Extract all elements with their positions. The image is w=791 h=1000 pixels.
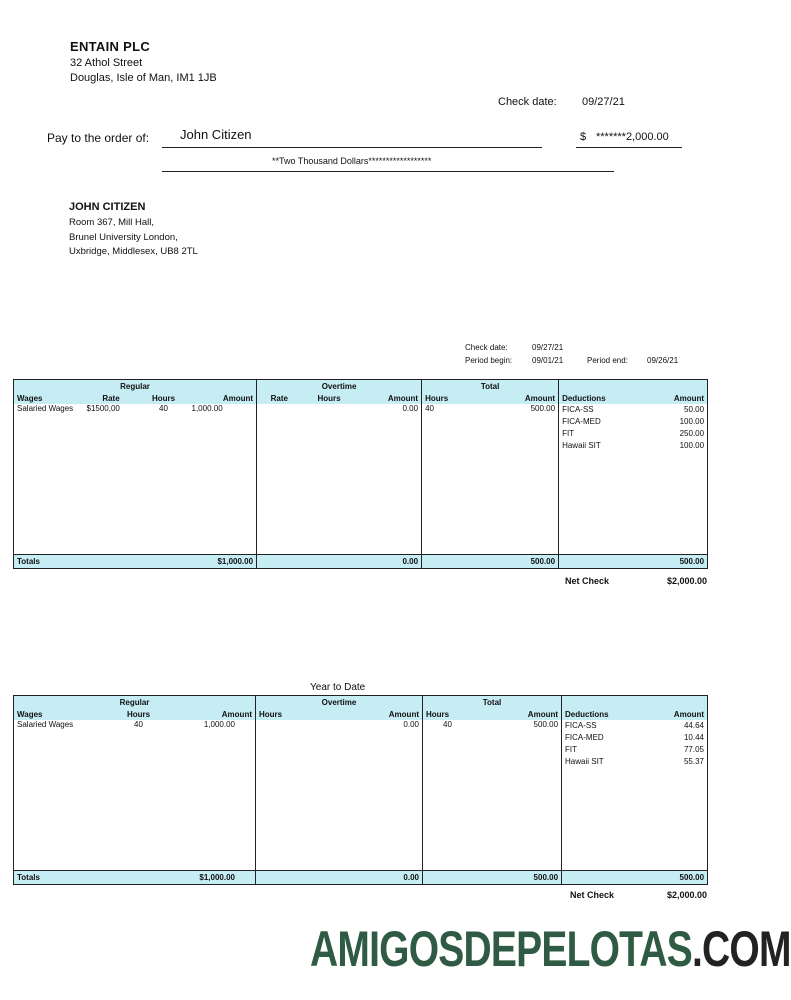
ytd-column-header-row (14, 708, 708, 720)
watermark-suffix: .COM (691, 921, 791, 977)
col-ot-hours: Hours (317, 393, 341, 403)
company-name: ENTAIN PLC (70, 39, 151, 54)
period-begin-value: 09/01/21 (532, 356, 564, 365)
totals-overtime: 0.00 (257, 555, 422, 569)
col-wages: Wages (17, 393, 43, 403)
col-total-hours: Hours (422, 392, 467, 404)
ytd-overtime-amount: 0.00 (403, 720, 419, 729)
ytd-totals-regular: $1,000.00 (109, 871, 256, 885)
ytd-col-total-hours: Hours (423, 708, 483, 720)
ytd-col-wages: Wages (17, 709, 43, 719)
ytd-deduction-name: Hawaii SIT (565, 757, 604, 766)
ytd-total-group-label: Total (482, 697, 502, 707)
ytd-overtime-group-label: Overtime (321, 697, 357, 707)
deduction-name: FICA-MED (562, 417, 601, 426)
ytd-deduction-amount: 55.37 (683, 757, 705, 766)
deduction-name: FICA-SS (562, 405, 594, 414)
col-amount: Amount (222, 393, 254, 403)
employee-address-line3: Uxbridge, Middlesex, UB8 2TL (69, 246, 198, 257)
company-address-line1: 32 Athol Street (70, 57, 143, 69)
deduction-amount: 50.00 (684, 405, 705, 414)
period-begin-label: Period begin: (465, 356, 513, 365)
current-earnings-table (13, 379, 708, 569)
ytd-col-hours: Hours (126, 709, 151, 719)
deduction-amount: 250.00 (679, 429, 705, 438)
current-column-header-row (14, 392, 708, 404)
ytd-earnings-table (13, 695, 708, 885)
watermark-text: AMIGOSDEPELOTAS (310, 921, 692, 977)
ytd-net-check-label: Net Check (570, 890, 615, 900)
watermark-logo (310, 920, 791, 978)
current-totals-row (14, 555, 708, 569)
total-amount: 500.00 (530, 404, 556, 413)
ytd-col-deductions: Deductions (562, 708, 632, 720)
ytd-totals-row (14, 871, 708, 885)
deduction-amounts (629, 404, 708, 555)
ytd-body-row (14, 720, 708, 871)
ytd-title: Year to Date (310, 682, 366, 693)
current-group-header-row (14, 380, 708, 393)
totals-total: 500.00 (422, 555, 559, 569)
check-amount: *******2,000.00 (596, 131, 669, 143)
deduction-amount: 100.00 (679, 417, 705, 426)
totals-regular: $1,000.00 (84, 555, 257, 569)
col-hours: Hours (151, 393, 176, 403)
net-check-label: Net Check (565, 576, 610, 586)
employee-address-line1: Room 367, Mill Hall, (69, 217, 154, 228)
current-body-row (14, 404, 708, 555)
net-check-amount: $2,000.00 (667, 576, 708, 586)
wages-amount: 1,000.00 (191, 404, 223, 413)
period-end-value: 09/26/21 (647, 356, 679, 365)
ytd-wages-amount: 1,000.00 (203, 720, 235, 729)
ytd-col-amount: Amount (221, 709, 252, 719)
stub-check-date-value: 09/27/21 (532, 343, 564, 352)
ytd-col-ot-hours: Hours (256, 708, 316, 720)
ytd-wages-type: Salaried Wages (17, 720, 74, 729)
check-date-label: Check date: (498, 96, 557, 108)
col-rate: Rate (102, 393, 120, 403)
deduction-names (559, 404, 629, 555)
deduction-amount: 100.00 (679, 441, 705, 450)
amount-in-words: **Two Thousand Dollars****************** (272, 156, 432, 166)
wages-rate: $1500,00 (86, 404, 120, 413)
amount-underline (576, 147, 682, 148)
col-ot-rate: Rate (257, 392, 302, 404)
check-date-value: 09/27/21 (582, 96, 625, 108)
payee-underline (162, 147, 542, 148)
ytd-net-check-amount: $2,000.00 (667, 890, 708, 900)
totals-deductions: 500.00 (559, 555, 708, 569)
col-deduction-amount: Amount (673, 393, 705, 403)
total-group-label: Total (480, 381, 500, 391)
words-underline (162, 171, 614, 172)
wages-hours: 40 (159, 404, 168, 413)
wages-type: Salaried Wages (17, 404, 74, 413)
ytd-totals-overtime: 0.00 (256, 871, 423, 885)
ytd-deduction-name: FICA-MED (565, 733, 604, 742)
total-hours: 40 (422, 404, 467, 555)
col-deductions: Deductions (559, 392, 629, 404)
company-address-line2: Douglas, Isle of Man, IM1 1JB (70, 72, 217, 84)
deduction-name: FIT (562, 429, 575, 438)
overtime-group-label: Overtime (321, 381, 357, 391)
employee-address-line2: Brunel University London, (69, 232, 178, 243)
payee-name: John Citizen (180, 127, 252, 142)
stub-check-date-label: Check date: (465, 343, 508, 352)
col-ot-amount: Amount (387, 393, 419, 403)
ytd-deduction-name: FIT (565, 745, 578, 754)
ytd-deduction-amount: 77.05 (683, 745, 705, 754)
ytd-totals-label: Totals (14, 871, 109, 885)
ytd-total-amount: 500.00 (533, 720, 559, 729)
ytd-deduction-name: FICA-SS (565, 721, 597, 730)
employee-name: JOHN CITIZEN (69, 201, 146, 213)
ytd-totals-total: 500.00 (423, 871, 562, 885)
period-end-label: Period end: (587, 356, 628, 365)
pay-to-label: Pay to the order of: (47, 131, 150, 145)
deduction-name: Hawaii SIT (562, 441, 601, 450)
ytd-deduction-amount: 44.64 (683, 721, 705, 730)
ytd-col-deduction-amount: Amount (673, 709, 705, 719)
regular-group-label: Regular (120, 381, 150, 391)
totals-label: Totals (14, 555, 84, 569)
ytd-wages-hours: 40 (134, 720, 143, 729)
ytd-total-hours: 40 (423, 720, 483, 871)
overtime-amount: 0.00 (402, 404, 419, 413)
ytd-deduction-amounts (632, 720, 708, 871)
ytd-deduction-amount: 10.44 (683, 733, 705, 742)
ytd-totals-deductions: 500.00 (562, 871, 708, 885)
ytd-deduction-names (562, 720, 632, 871)
ytd-group-header-row (14, 696, 708, 709)
ytd-col-ot-amount: Amount (388, 709, 419, 719)
ytd-regular-group-label: Regular (119, 697, 150, 707)
currency-symbol: $ (580, 131, 587, 143)
ytd-col-total-amount: Amount (527, 709, 559, 719)
col-total-amount: Amount (524, 393, 556, 403)
